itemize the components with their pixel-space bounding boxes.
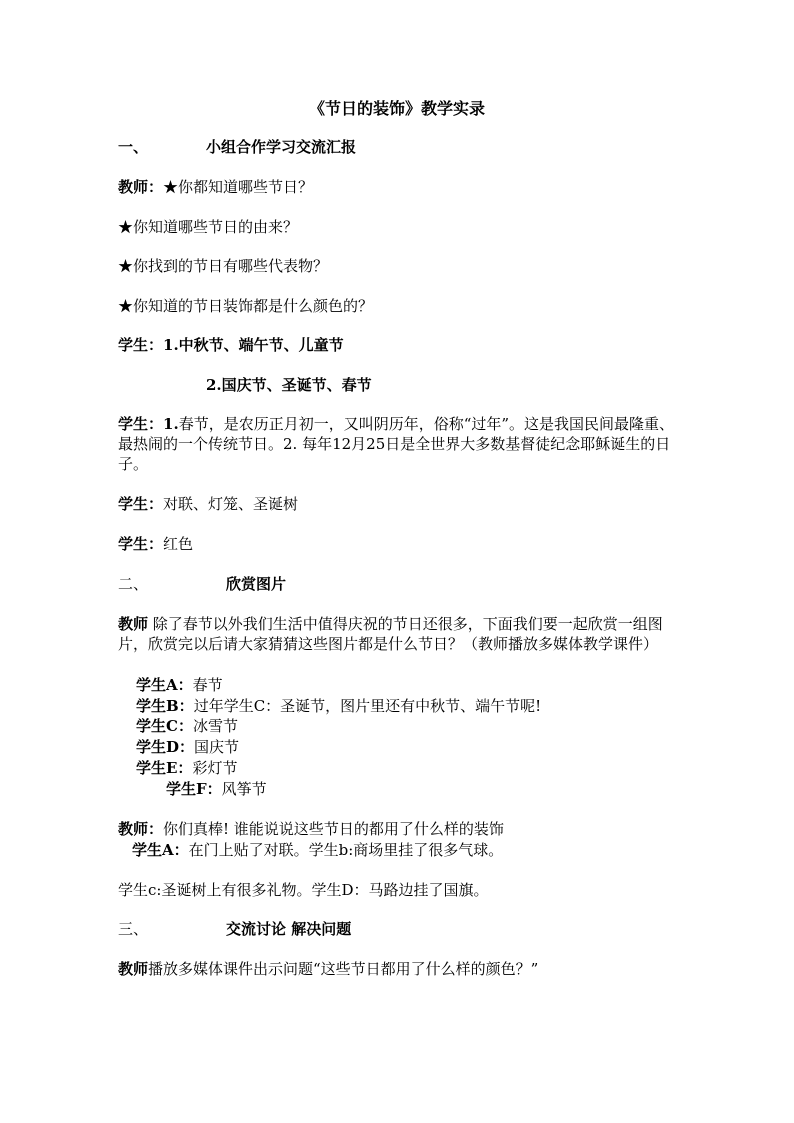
question-2: ★你知道哪些节日的由来？ — [118, 218, 299, 236]
student-d-line — [136, 737, 239, 757]
section-3-number: 三、 — [118, 920, 149, 938]
doc-title: 《节日的装饰》教学实录 — [308, 99, 485, 118]
section-1-heading — [118, 137, 356, 157]
teacher-label-2: 教师 — [118, 615, 149, 633]
student-b-label: 学生B： — [136, 697, 194, 715]
student-label-5: 学生： — [118, 535, 164, 553]
section-1-title: 小组合作学习交流汇报 — [206, 138, 357, 156]
student-c-line — [136, 716, 238, 736]
answer-2: 2.国庆节、圣诞节、春节 — [206, 376, 372, 394]
student-b-line — [136, 696, 541, 716]
section-1-number: 一、 — [118, 138, 149, 156]
section-2-title: 欣赏图片 — [226, 575, 287, 593]
student-d-label: 学生D： — [136, 738, 195, 756]
student-a-text: 春节 — [192, 676, 223, 694]
student-a2-label: 学生A： — [132, 841, 189, 859]
student-c-text: 冰雪节 — [192, 717, 238, 735]
section-3-heading — [118, 919, 351, 939]
teacher-label-3: 教师： — [118, 820, 164, 838]
teacher-paragraph-2 — [118, 614, 678, 654]
question-3: ★你找到的节日有哪些代表物？ — [118, 257, 329, 275]
student-answer-4 — [118, 494, 298, 514]
student-a2-line — [132, 840, 503, 860]
answer-1: 1.中秋节、端午节、儿童节 — [163, 336, 344, 354]
teacher-text-2: 除了春节以外我们生活中值得庆祝的节日还很多，下面我们要一起欣赏一组图片，欣赏完以后请大家猜猜这些图片都是什么节日？（教师播放多媒体教学课件） — [118, 615, 663, 653]
student-label: 学生： — [118, 336, 164, 354]
student-a2-text: 在门上贴了对联。学生b:商场里挂了很多气球。 — [188, 841, 504, 859]
teacher-label: 教师： — [118, 178, 164, 196]
student-label-3: 学生： — [118, 415, 164, 433]
section-2-heading — [118, 574, 286, 594]
student-e-line — [136, 758, 237, 778]
student-b-text: 过年学生C：圣诞节，图片里还有中秋节、端午节呢! — [193, 697, 542, 715]
question-1: ★你都知道哪些节日？ — [163, 178, 314, 196]
student-f-line — [166, 779, 267, 799]
answer-3-text: 春节，是农历正月初一，又叫阴历年，俗称“过年”。这是我国民间最隆重、最热闹的一个传统节日。2. 每年12月25日是全世界大多数基督徒纪念耶稣诞生的日子。 — [118, 415, 675, 473]
student-label-4: 学生： — [118, 495, 164, 513]
student-a-line — [136, 675, 223, 695]
student-f-text: 风筝节 — [221, 780, 267, 798]
question-4: ★你知道的节日装饰都是什么颜色的？ — [118, 297, 374, 315]
teacher-text-3: 你们真棒! 谁能说说这些节日的都用了什么样的装饰 — [163, 820, 504, 838]
teacher-text-4: 播放多媒体课件出示问题“这些节日都用了什么样的颜色？” — [148, 960, 539, 978]
student-a-label: 学生A： — [136, 676, 193, 694]
answer-5: 红色 — [163, 535, 194, 553]
student-answer-5 — [118, 534, 193, 554]
answer-3-number: 1. — [163, 415, 179, 433]
student-answer-3 — [118, 414, 678, 474]
student-c2-line: 学生c:圣诞树上有很多礼物。学生D：马路边挂了国旗。 — [118, 881, 489, 899]
teacher-line-4 — [118, 959, 538, 979]
teacher-question-1 — [118, 177, 313, 197]
teacher-line-3 — [118, 819, 504, 839]
student-d-text: 国庆节 — [194, 738, 240, 756]
section-2-number: 二、 — [118, 575, 149, 593]
teacher-label-4: 教师 — [118, 960, 149, 978]
student-c-label: 学生C： — [136, 717, 193, 735]
answer-4: 对联、灯笼、圣诞树 — [163, 495, 299, 513]
student-e-text: 彩灯节 — [192, 759, 238, 777]
student-f-label: 学生F： — [166, 780, 222, 798]
student-e-label: 学生E： — [136, 759, 193, 777]
section-3-title: 交流讨论 解决问题 — [226, 920, 352, 938]
student-answer-1 — [118, 335, 344, 355]
